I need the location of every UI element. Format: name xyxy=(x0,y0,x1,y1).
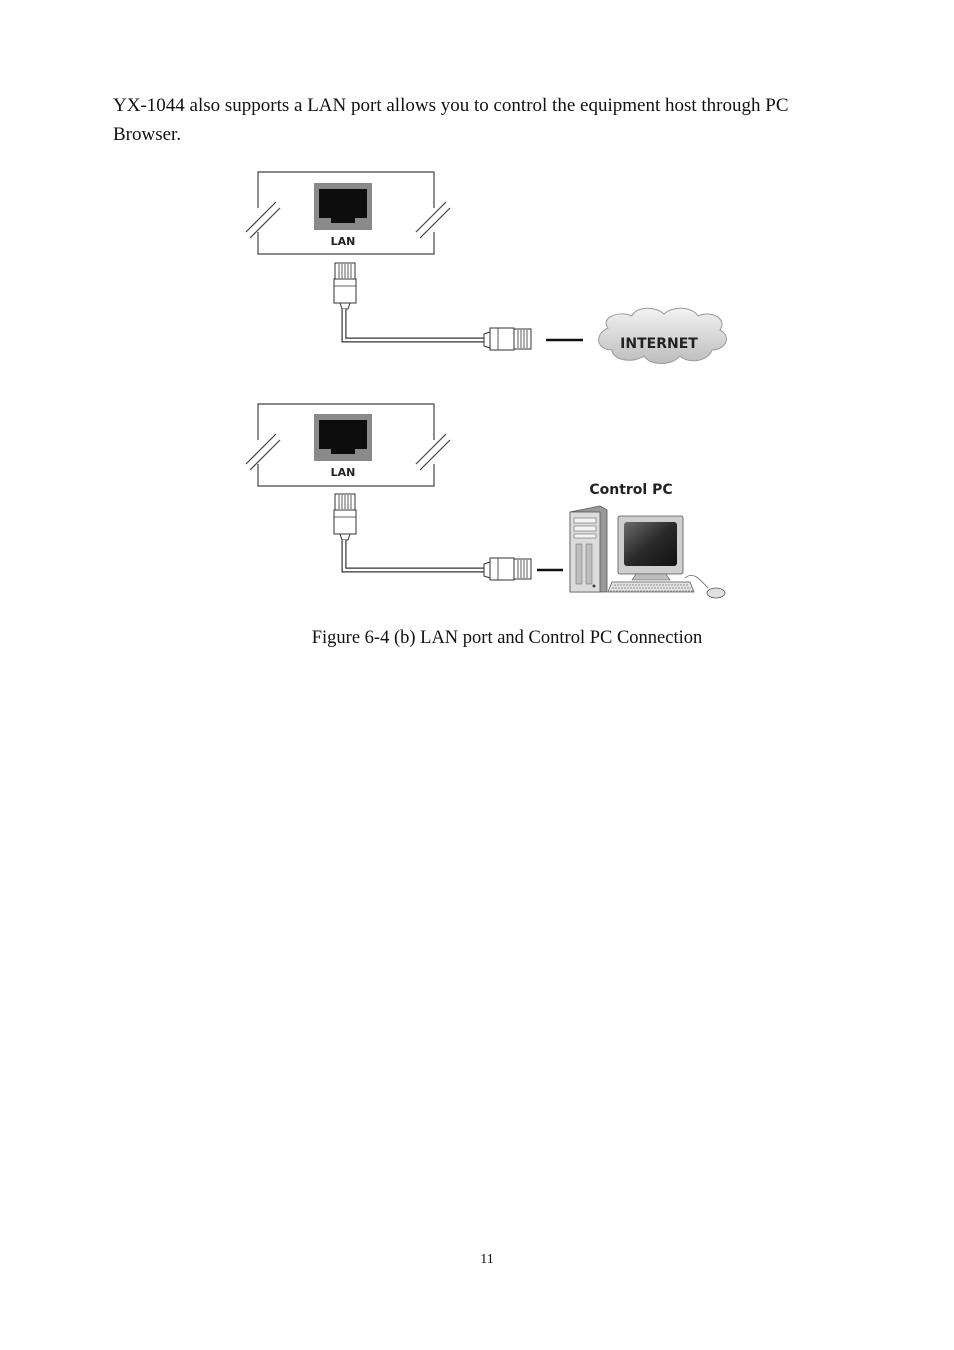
ethernet-cable-icon xyxy=(344,540,490,570)
monitor-icon xyxy=(618,516,683,580)
pc-tower-icon xyxy=(570,506,607,592)
body-paragraph: YX-1044 also supports a LAN port allows you to control the equipment host through PC Browser. xyxy=(113,95,789,145)
rj45-plug-icon xyxy=(484,558,531,580)
lan-port-icon xyxy=(314,183,372,230)
page-number: 11 xyxy=(480,1252,494,1267)
figure-caption: Figure 6-4 (b) LAN port and Control PC Connection xyxy=(311,628,703,648)
keyboard-icon xyxy=(608,582,694,592)
internet-label: INTERNET xyxy=(620,336,698,352)
rj45-plug-icon xyxy=(334,494,356,540)
lan-port-label: LAN xyxy=(330,466,356,479)
lan-port-label: LAN xyxy=(330,235,356,248)
control-pc-label: Control PC xyxy=(589,482,673,498)
connection-figure xyxy=(240,168,740,608)
ethernet-cable-icon xyxy=(344,309,490,340)
lan-port-icon xyxy=(314,414,372,461)
rj45-plug-icon xyxy=(334,263,356,309)
rj45-plug-icon xyxy=(484,328,531,350)
